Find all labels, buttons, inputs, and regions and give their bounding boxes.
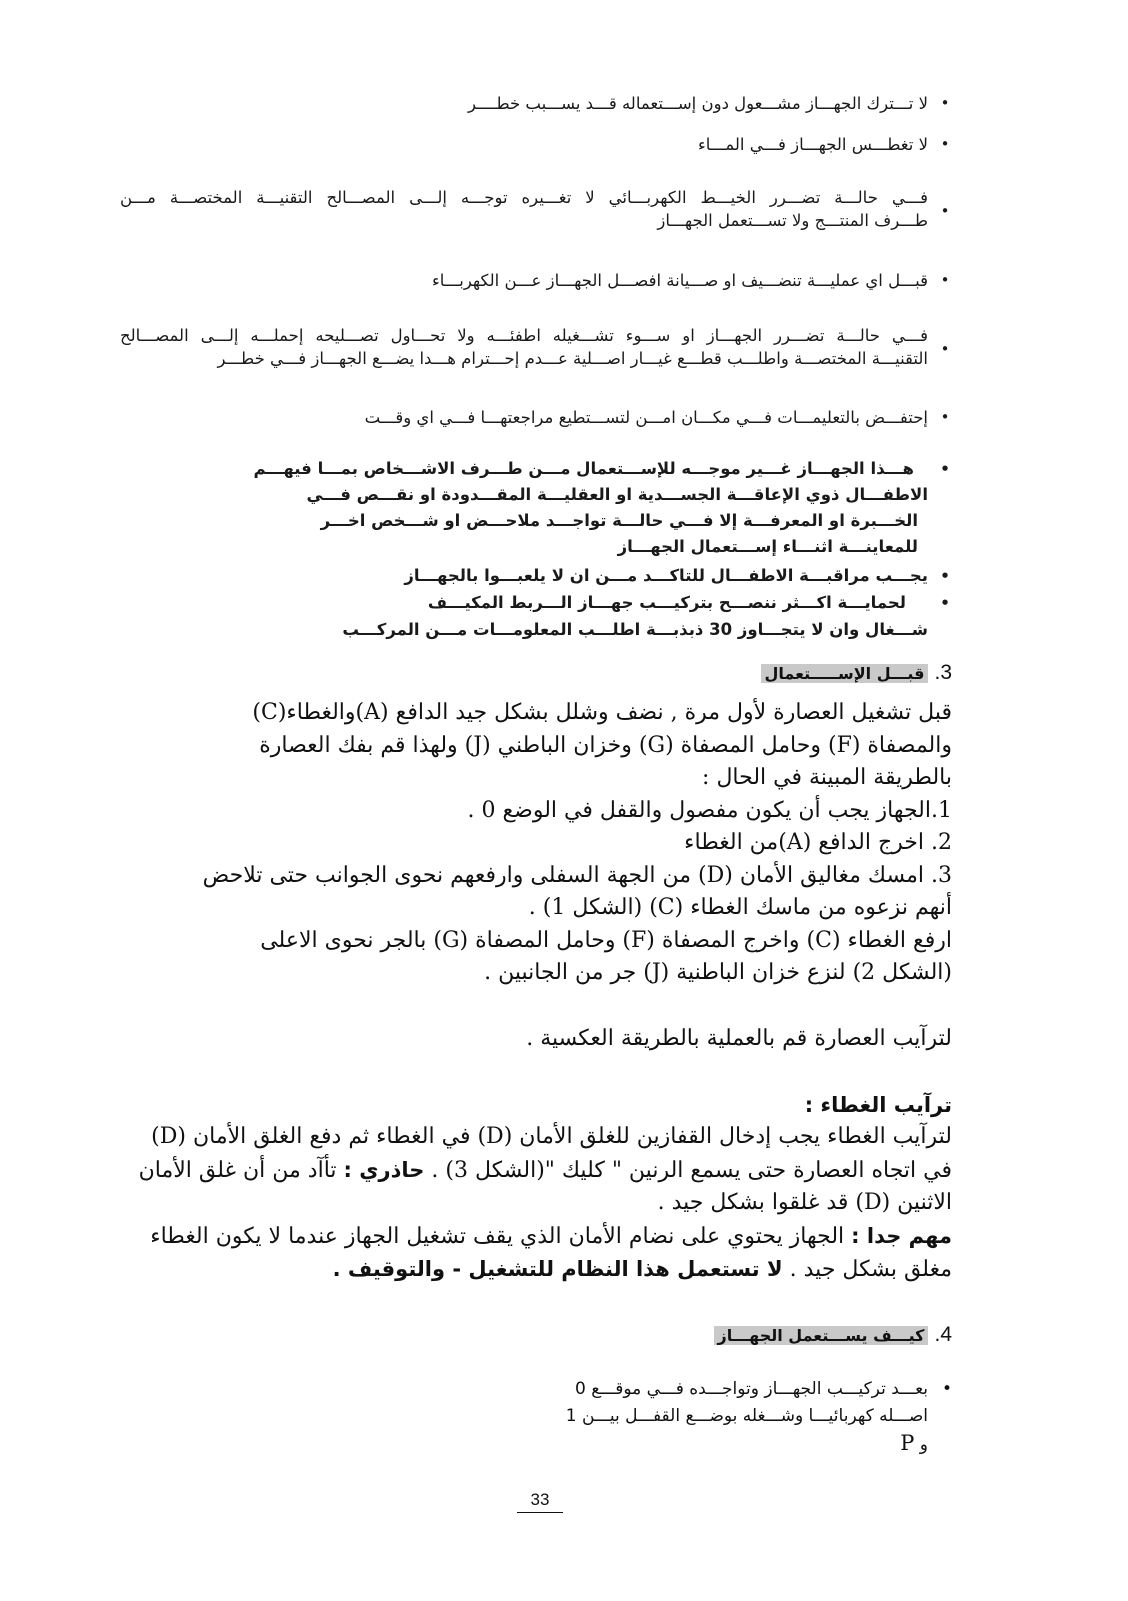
bullet-line: اصـــله كهربائيـــا وشـــغله بوضـــع القفـــل بيـــن 1 [565,1406,928,1426]
bullet-icon: • [940,271,950,289]
section-3-heading [761,659,953,688]
body-line: أنهم نزعوه من ماسك الغطاء (C) (الشكل 1) . [528,895,952,920]
section-number: 3. [934,661,952,684]
warning-line: طـــرف المنتـــج ولا تســـتعمل الجهـــاز [657,211,928,230]
section-title: كيـــف يســـتعمل الجهـــاز [714,1326,929,1345]
lid-instructions [139,1121,952,1287]
important-text: مغلق بشكل جيد . [789,1257,952,1282]
position-letter: P [900,1431,915,1455]
reassembly-note [526,1023,952,1056]
bullet-icon: • [940,135,950,153]
important-label: مهم جدا : [851,1223,952,1248]
reassembly-text: لترآيب العصارة قم بالعملية بالطريقة العكسية . [526,1026,952,1051]
warning-line: فـــي حالـــة تضـــرر الجهـــاز او ســـوء تشـــغيله اطفئـــه ولا تحـــاول تصـــليحه إحملـــه إلـــى المصـــالح [120,326,928,345]
page-number [0,1490,1080,1513]
body-line: 1.الجهاز يجب أن يكون مفصول والقفل في الوضع 0 . [467,797,952,823]
bullet-icon: • [940,567,950,585]
important-bold-text: لا تستعمل هذا النظام للتشغيل - والتوقيف . [332,1257,783,1281]
body-text: في اتجاه العصارة حتى يسمع الرنين " كليك "(الشكل 3) . [431,1157,952,1183]
bullet-icon: • [940,202,950,220]
bullet-icon: • [940,340,950,358]
bullet-icon: • [940,408,950,426]
bullet-text: و [919,1435,928,1455]
bold-warning-line: الاطفـــال ذوي الإعاقـــة الجســـدية او العقليـــة المقـــدودة او نقـــص فـــي [306,485,928,504]
body-line: الاثنين (D) قد غلقوا بشكل جيد . [657,1190,952,1215]
warning-item [431,267,950,294]
body-line: لترآيب الغطاء يجب إدخال القفازين للغلق الأمان (D) في الغطاء ثم دفع الغلق الأمان (D) [151,1124,952,1149]
caution-label: حاذري : [343,1157,425,1182]
bullet-icon: • [940,460,950,478]
warning-text: لا تغطـــس الجهـــاز فـــي المـــاء [698,135,928,154]
section-3-body [203,697,952,990]
section-4-heading [714,1321,953,1350]
warning-item [120,322,950,372]
bold-warning-item [427,590,950,616]
body-line [139,1154,952,1188]
body-line: بالطريقة المبينة في الحال : [702,765,952,790]
section-4-bullet [565,1376,952,1459]
lid-heading [805,1089,952,1123]
warning-text: إحتفـــض بالتعليمـــات فـــي مكـــان امـــن لتســـتطيع مراجعتهـــا فـــي اي وقـــت [364,408,928,427]
bold-warning-line [342,617,928,643]
bold-warning-text: شـــغال وان لا يتجـــاوز 30 ذبذبـــة اطلـــب المعلومـــات مـــن المركـــب [342,620,928,639]
bullet-line [566,1430,928,1459]
body-line [139,1220,952,1254]
section-number: 4. [934,1323,952,1346]
bold-warning-item [404,563,950,589]
bold-warning-text: يجـــب مراقبـــة الاطفـــال للتاكـــد مـــن ان لا يلعبـــوا بالجهـــاز [404,566,928,585]
body-text: تأآد من أن غلق الأمان [138,1157,337,1183]
bold-warning-text: لحمايـــة اكـــثر ننصـــح بتركيـــب جهـــاز الـــربط المكيـــف [427,593,906,612]
important-text: الجهاز يحتوي على نضام الأمان الذي يقف تشغيل الجهاز عندما لا يكون الغطاء [150,1223,845,1249]
warning-text: قبـــل اي عمليـــة تنضـــيف او صـــيانة افصـــل الجهـــاز عـــن الكهربـــاء [431,271,928,290]
body-line: (الشكل 2) لنزع خزان الباطنية (J) جر من الجانبين . [484,960,952,985]
warning-line: التقنيـــة المختصـــة واطلـــب قطـــع غيـــار اصـــلية عـــدم إحـــترام هـــدا يضـــع الجهـــاز فـــي خطـــر [217,349,928,368]
bold-warning-line: الخـــبرة او المعرفـــة إلا فـــي حالـــة تواجـــد ملاحـــض او شـــخص اخـــر [320,511,918,530]
page-number-text: 33 [517,1490,564,1513]
lid-heading-text: ترآيب الغطاء : [804,1093,952,1117]
warning-item [468,90,950,117]
warning-item [698,131,950,158]
body-line: 3. امسك مغاليق الأمان (D) من الجهة السفلى وارفعهم نحوى الجوانب حتى تلاحض [202,862,952,888]
bullet-line: بعـــد تركيـــب الجهـــاز وتواجـــده فـــي موقـــع 0 [574,1379,928,1399]
warning-line: فـــي حالـــة تضـــرر الخيـــط الكهربـــائي لا تغـــيره توجـــه إلـــى المصـــالح التقنيـــة المختصـــة مـــن [120,188,928,207]
body-line: والمصفاة (F) وحامل المصفاة (G) وخزان الباطني (J) ولهذا قم بفك العصارة [259,732,952,758]
body-line [139,1253,952,1287]
body-line: 2. اخرج الدافع (A)من الغطاء [684,830,952,855]
bold-warning-line: للمعاينـــة اثنـــاء إســـتعمال الجهـــاز [617,537,918,556]
section-title: قبـــل الإســـــتعمال [761,664,929,683]
warning-item [364,404,950,431]
body-line: ارفع الغطاء (C) واخرج المصفاة (F) وحامل المصفاة (G) بالجر نحوى الاعلى [260,927,952,953]
bold-warning-line: هـــذا الجهـــاز غـــير موجـــه للإســـتعمال مـــن طـــرف الاشـــخاص بمـــا فيهـــم [253,459,914,478]
bold-warning-item [253,456,950,560]
warning-item [120,184,950,234]
warning-text: لا تـــترك الجهـــاز مشـــعول دون إســـتعماله قـــد يســـبب خطــــر [468,94,928,113]
bullet-icon: • [940,594,950,612]
bullet-icon: • [941,1379,952,1399]
bullet-icon: • [940,94,950,112]
body-line: قبل تشغيل العصارة لأول مرة , نضف وشلل بشكل جيد الدافع (A)والغطاء(C) [252,700,952,725]
